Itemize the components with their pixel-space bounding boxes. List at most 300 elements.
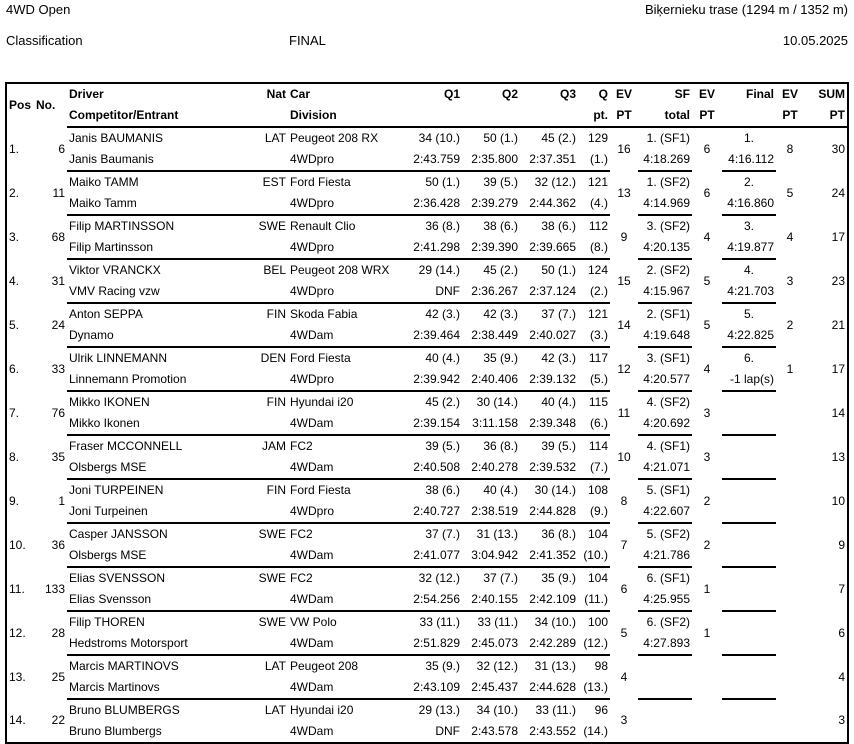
q1-time-cell: 2:39.942: [406, 369, 462, 391]
q2-time-cell: 3:04.942: [462, 545, 520, 567]
sum-pt-cell: 13: [831, 449, 845, 464]
final-ev-pt-cell: [776, 611, 804, 655]
sf-position-cell: [638, 655, 692, 677]
nat-cell: LAT: [264, 703, 286, 717]
sf-time-cell: 4:25.955: [638, 589, 692, 611]
q3-points-cell: 36 (8.): [541, 527, 576, 541]
q2-time-cell: 2:39.390: [462, 237, 520, 259]
number-cell: 35: [51, 449, 65, 464]
q-points-cell: 108: [587, 483, 608, 497]
division-cell: 4WDam: [288, 589, 406, 611]
sf-ev-pt-cell: 4: [703, 361, 711, 376]
table-row-sub: [6, 721, 848, 743]
final-ev-pt-cell: 2: [786, 317, 794, 332]
sf-ev-pt-cell: 6: [703, 142, 711, 156]
final-time-cell: [722, 677, 776, 699]
final-time-cell: -1 lap(s): [722, 369, 776, 391]
entrant-cell: Janis Baumanis: [67, 149, 252, 171]
table-row: [6, 127, 848, 149]
sf-position-cell: 6. (SF2): [646, 615, 690, 629]
q3-points-cell: 42 (3.): [541, 351, 576, 365]
division-cell: 4WDam: [288, 545, 406, 567]
final-time-cell: [722, 721, 776, 743]
col-car: Car: [290, 87, 311, 101]
q1-points-cell: 32 (12.): [418, 571, 460, 585]
table-row: [6, 347, 848, 369]
table-row-sub: [6, 193, 848, 215]
q-rank-cell: (7.): [578, 457, 610, 479]
sf-position-cell: 2. (SF1): [646, 307, 690, 321]
q1-time-cell: 2:41.298: [406, 237, 462, 259]
q1-points-cell: 29 (13.): [418, 703, 460, 717]
sum-pt-cell: 24: [831, 185, 845, 200]
q2-points-cell: 39 (5.): [483, 175, 518, 189]
q3-time-cell: 2:37.124: [520, 281, 578, 303]
sf-position-cell: 3. (SF2): [646, 219, 690, 233]
col-pos: Pos: [9, 98, 32, 112]
sf-position-cell: 1. (SF2): [646, 175, 690, 189]
col-final: Final: [745, 87, 774, 101]
pos-cell: 12.: [9, 625, 26, 640]
q2-time-cell: 2:45.073: [462, 633, 520, 655]
nat-cell: FIN: [266, 395, 286, 409]
table-row: [6, 435, 848, 457]
final-ev-pt-cell: 8: [786, 142, 794, 156]
sf-time-cell: 4:20.577: [638, 369, 692, 391]
q2-points-cell: 35 (9.): [483, 351, 518, 365]
pos-cell: 10.: [9, 537, 26, 552]
table-row-sub: [6, 149, 848, 171]
q3-time-cell: 2:44.628: [520, 677, 578, 699]
q2-points-cell: 36 (8.): [483, 439, 518, 453]
driver-cell: Casper JANSSON: [69, 527, 168, 541]
q-points-cell: 121: [587, 175, 608, 189]
ev-pt-cell: 6: [620, 581, 628, 596]
nat-cell: LAT: [264, 659, 286, 673]
pos-cell: 5.: [9, 317, 20, 332]
pos-cell: 13.: [9, 669, 26, 684]
q1-time-cell: 2:43.759: [406, 149, 462, 171]
car-cell: Renault Clio: [290, 219, 356, 233]
q-rank-cell: (5.): [578, 369, 610, 391]
ev-pt-cell: 9: [620, 229, 628, 244]
table-row: [6, 611, 848, 633]
table-row-sub: [6, 369, 848, 391]
sf-ev-pt-cell: 5: [703, 273, 711, 288]
col-no: No.: [36, 98, 56, 112]
sf-position-cell: 3. (SF1): [646, 351, 690, 365]
classification-body: [6, 127, 848, 743]
q1-points-cell: 50 (1.): [425, 175, 460, 189]
table-row: [6, 303, 848, 325]
nat-empty-cell: [252, 413, 288, 435]
entrant-cell: Maiko Tamm: [67, 193, 252, 215]
division-cell: 4WDpro: [288, 149, 406, 171]
final-ev-pt-cell: [776, 655, 804, 699]
q1-points-cell: 35 (9.): [425, 659, 460, 673]
pos-cell: 1.: [9, 141, 20, 156]
table-row-sub: [6, 413, 848, 435]
entrant-cell: Elias Svensson: [67, 589, 252, 611]
final-time-cell: 4:22.825: [722, 325, 776, 347]
final-position-cell: 2.: [743, 175, 754, 189]
q-points-cell: 129: [587, 131, 608, 145]
q-rank-cell: (2.): [578, 281, 610, 303]
final-time-cell: [722, 501, 776, 523]
car-cell: Ford Fiesta: [290, 483, 351, 497]
division-cell: 4WDpro: [288, 237, 406, 259]
sf-time-cell: [638, 721, 692, 743]
division-cell: 4WDam: [288, 325, 406, 347]
nat-empty-cell: [252, 545, 288, 567]
q1-time-cell: 2:43.109: [406, 677, 462, 699]
final-position-cell: [722, 699, 776, 721]
q1-time-cell: 2:54.256: [406, 589, 462, 611]
q2-points-cell: 40 (4.): [483, 483, 518, 497]
table-row-sub: [6, 457, 848, 479]
car-cell: VW Polo: [290, 615, 337, 629]
status-label: FINAL: [289, 33, 326, 48]
nat-cell: LAT: [264, 131, 286, 145]
sf-position-cell: 4. (SF2): [646, 395, 690, 409]
sf-position-cell: 1. (SF1): [646, 131, 690, 145]
driver-cell: Anton SEPPA: [69, 307, 143, 321]
number-cell: 133: [44, 581, 65, 596]
q1-time-cell: DNF: [406, 281, 462, 303]
final-ev-pt-cell: [776, 523, 804, 567]
final-position-cell: 5.: [743, 307, 754, 321]
final-position-cell: 4.: [743, 263, 754, 277]
sf-position-cell: 5. (SF2): [646, 527, 690, 541]
col-ev1: EV: [615, 87, 632, 101]
number-cell: 33: [51, 361, 65, 376]
final-time-cell: 4:19.877: [722, 237, 776, 259]
q3-time-cell: 2:39.348: [520, 413, 578, 435]
sum-pt-cell: 3: [838, 713, 845, 727]
q-points-cell: 117: [588, 351, 608, 365]
division-cell: 4WDpro: [288, 369, 406, 391]
final-time-cell: 4:16.860: [722, 193, 776, 215]
table-row-sub: [6, 237, 848, 259]
final-position-cell: [722, 391, 776, 413]
driver-cell: Janis BAUMANIS: [69, 131, 164, 145]
q2-time-cell: 2:36.267: [462, 281, 520, 303]
table-row: [6, 523, 848, 545]
nat-empty-cell: [252, 325, 288, 347]
event-title: 4WD Open: [6, 2, 71, 17]
final-position-cell: [722, 611, 776, 633]
table-header-row: [6, 83, 848, 105]
ev-pt-cell: 16: [617, 142, 631, 156]
driver-cell: Joni TURPEINEN: [69, 483, 164, 497]
pos-cell: 2.: [9, 185, 20, 200]
q1-points-cell: 29 (14.): [418, 263, 460, 277]
table-row-sub: [6, 501, 848, 523]
car-cell: Ford Fiesta: [290, 175, 351, 189]
final-ev-pt-cell: [776, 391, 804, 435]
q1-time-cell: 2:39.154: [406, 413, 462, 435]
col-qpt: pt.: [578, 105, 610, 127]
sum-pt-cell: 30: [831, 142, 845, 156]
table-row-sub: [6, 325, 848, 347]
q-rank-cell: (4.): [578, 193, 610, 215]
sf-ev-pt-cell: 1: [703, 625, 711, 640]
sf-position-cell: [638, 699, 692, 721]
col-ev3: EV: [781, 87, 798, 101]
q-rank-cell: (10.): [578, 545, 610, 567]
ev-pt-cell: 4: [620, 669, 628, 684]
track-name: Biķernieku trase (1294 m / 1352 m): [644, 2, 848, 17]
q-points-cell: 104: [587, 527, 608, 541]
q2-time-cell: 2:45.437: [462, 677, 520, 699]
final-time-cell: [722, 633, 776, 655]
sum-pt-cell: 21: [831, 317, 845, 332]
number-cell: 24: [51, 317, 65, 332]
q-rank-cell: (12.): [578, 633, 610, 655]
q-points-cell: 112: [588, 219, 608, 233]
final-position-cell: [722, 523, 776, 545]
ev-pt-cell: 11: [617, 405, 631, 420]
nat-empty-cell: [252, 677, 288, 699]
division-cell: 4WDpro: [288, 193, 406, 215]
final-ev-pt-cell: [776, 699, 804, 743]
sf-time-cell: 4:20.135: [638, 237, 692, 259]
sum-pt-cell: 10: [831, 493, 845, 508]
number-cell: 6: [58, 141, 65, 156]
q3-points-cell: 34 (10.): [534, 615, 576, 629]
sf-ev-pt-cell: 3: [703, 449, 711, 464]
sf-time-cell: 4:20.692: [638, 413, 692, 435]
sf-position-cell: 4. (SF1): [646, 439, 690, 453]
final-ev-pt-cell: 4: [786, 229, 794, 244]
q2-points-cell: 33 (11.): [477, 615, 518, 629]
final-position-cell: 3.: [743, 219, 754, 233]
q1-points-cell: 42 (3.): [425, 307, 460, 321]
car-cell: FC2: [290, 571, 313, 585]
col-q1: Q1: [443, 87, 460, 101]
final-ev-pt-cell: 1: [786, 361, 794, 376]
sf-ev-pt-cell: 5: [703, 317, 711, 332]
final-ev-pt-cell: [776, 567, 804, 611]
sf-ev-pt-cell: [692, 699, 722, 743]
q2-points-cell: 45 (2.): [483, 263, 518, 277]
table-row-sub: [6, 677, 848, 699]
q3-points-cell: 39 (5.): [541, 439, 576, 453]
q2-points-cell: 38 (6.): [483, 219, 518, 233]
nat-empty-cell: [252, 457, 288, 479]
division-cell: 4WDam: [288, 413, 406, 435]
final-time-cell: [722, 413, 776, 435]
division-cell: 4WDpro: [288, 501, 406, 523]
nat-empty-cell: [252, 237, 288, 259]
q-points-cell: 104: [587, 571, 608, 585]
final-position-cell: [722, 567, 776, 589]
driver-cell: Mikko IKONEN: [69, 395, 150, 409]
q3-points-cell: 35 (9.): [541, 571, 576, 585]
q3-time-cell: 2:40.027: [520, 325, 578, 347]
table-row: [6, 479, 848, 501]
q2-time-cell: 2:40.406: [462, 369, 520, 391]
q-rank-cell: (6.): [578, 413, 610, 435]
q-points-cell: 114: [588, 439, 608, 453]
entrant-cell: Filip Martinsson: [67, 237, 252, 259]
number-cell: 28: [51, 625, 65, 640]
sf-ev-pt-cell: 2: [703, 537, 711, 552]
q2-time-cell: 3:11.158: [462, 413, 520, 435]
number-cell: 68: [51, 229, 65, 244]
q1-time-cell: DNF: [435, 724, 460, 738]
ev-pt-cell: 3: [620, 713, 628, 727]
ev-pt-cell: 5: [620, 625, 628, 640]
car-cell: Hyundai i20: [290, 703, 354, 717]
q3-time-cell: 2:41.352: [520, 545, 578, 567]
car-cell: Ford Fiesta: [290, 351, 351, 365]
sf-ev-pt-cell: 2: [703, 493, 711, 508]
col-division: Division: [288, 105, 406, 127]
sf-time-cell: 4:21.786: [638, 545, 692, 567]
q2-time-cell: 2:43.578: [471, 724, 518, 738]
col-entrant: Competitor/Entrant: [67, 105, 252, 127]
entrant-cell: Mikko Ikonen: [67, 413, 252, 435]
col-ev2: EV: [698, 87, 715, 101]
final-ev-pt-cell: 3: [786, 273, 794, 288]
number-cell: 31: [51, 273, 65, 288]
final-time-cell: 4:16.112: [722, 149, 776, 171]
q3-time-cell: 2:42.109: [520, 589, 578, 611]
car-cell: Peugeot 208: [290, 659, 359, 673]
sum-pt-cell: 17: [831, 361, 845, 376]
q2-points-cell: 50 (1.): [483, 131, 518, 145]
pos-cell: 9.: [9, 493, 20, 508]
nat-cell: EST: [262, 175, 286, 189]
sf-position-cell: 5. (SF1): [646, 483, 690, 497]
sum-pt-cell: 17: [831, 229, 845, 244]
final-time-cell: [722, 589, 776, 611]
sum-pt-cell: 4: [838, 669, 845, 684]
col-sftotal: total: [638, 105, 692, 127]
final-time-cell: [722, 457, 776, 479]
q2-points-cell: 37 (7.): [483, 571, 518, 585]
sf-ev-pt-cell: 3: [703, 405, 711, 420]
pos-cell: 4.: [9, 273, 20, 288]
entrant-cell: Hedstroms Motorsport: [67, 633, 252, 655]
pos-cell: 7.: [9, 405, 20, 420]
q-points-cell: 98: [594, 659, 608, 673]
ev-pt-cell: 13: [617, 185, 631, 200]
sum-pt-cell: 6: [838, 625, 845, 640]
final-position-cell: 1.: [743, 131, 754, 145]
q-rank-cell: (13.): [578, 677, 610, 699]
classification-table: [5, 82, 849, 744]
final-ev-pt-cell: 5: [786, 185, 794, 200]
entrant-cell: Linnemann Promotion: [67, 369, 252, 391]
q3-points-cell: 32 (12.): [534, 175, 576, 189]
nat-empty-cell: [252, 721, 288, 743]
table-row: [6, 171, 848, 193]
nat-cell: FIN: [266, 307, 286, 321]
entrant-cell: Joni Turpeinen: [67, 501, 252, 523]
number-cell: 76: [51, 405, 65, 420]
nat-cell: BEL: [263, 263, 286, 277]
final-position-cell: [722, 479, 776, 501]
table-row-sub: [6, 589, 848, 611]
number-cell: 11: [52, 185, 65, 200]
division-cell: 4WDam: [290, 724, 334, 738]
final-time-cell: 4:21.703: [722, 281, 776, 303]
number-cell: 22: [51, 713, 65, 727]
event-date: 10.05.2025: [782, 33, 848, 48]
car-cell: Hyundai i20: [290, 395, 354, 409]
sum-pt-cell: 7: [838, 581, 845, 596]
col-pt1: PT: [610, 105, 638, 127]
nat-cell: FIN: [266, 483, 286, 497]
sf-position-cell: 2. (SF2): [646, 263, 690, 277]
table-row-sub: [6, 281, 848, 303]
driver-cell: Filip MARTINSSON: [69, 219, 175, 233]
q3-time-cell: 2:42.289: [520, 633, 578, 655]
final-ev-pt-cell: [776, 479, 804, 523]
pos-cell: 11.: [9, 581, 25, 596]
q1-points-cell: 38 (6.): [425, 483, 460, 497]
q1-time-cell: 2:39.464: [406, 325, 462, 347]
table-row: [6, 259, 848, 281]
q-rank-cell: (11.): [578, 589, 610, 611]
sf-ev-pt-cell: 1: [703, 581, 711, 596]
q2-points-cell: 31 (13.): [476, 527, 518, 541]
table-header-row-2: [6, 105, 848, 127]
sf-time-cell: 4:19.648: [638, 325, 692, 347]
table-row: [6, 391, 848, 413]
ev-pt-cell: 10: [617, 449, 631, 464]
col-driver: Driver: [69, 87, 104, 101]
ev-pt-cell: 8: [620, 493, 628, 508]
q1-time-cell: 2:40.508: [406, 457, 462, 479]
final-ev-pt-cell: [776, 435, 804, 479]
col-q2: Q2: [501, 87, 518, 101]
q3-time-cell: 2:39.532: [520, 457, 578, 479]
ev-pt-cell: 14: [617, 317, 631, 332]
q2-points-cell: 42 (3.): [483, 307, 518, 321]
q1-points-cell: 33 (11.): [419, 615, 460, 629]
sf-position-cell: 6. (SF1): [646, 571, 690, 585]
q1-time-cell: 2:36.428: [406, 193, 462, 215]
table-row: [6, 215, 848, 237]
division-cell: 4WDam: [288, 457, 406, 479]
q3-points-cell: 50 (1.): [541, 263, 576, 277]
q-points-cell: 115: [588, 395, 608, 409]
q1-points-cell: 45 (2.): [425, 395, 460, 409]
q3-points-cell: 45 (2.): [541, 131, 576, 145]
col-pt3: PT: [776, 105, 804, 127]
page-subtitle: Classification: [6, 33, 83, 48]
nat-cell: DEN: [260, 351, 286, 365]
sf-time-cell: [638, 677, 692, 699]
q2-time-cell: 2:35.800: [462, 149, 520, 171]
sf-time-cell: 4:14.969: [638, 193, 692, 215]
driver-cell: Marcis MARTINOVS: [69, 659, 179, 673]
final-time-cell: [722, 545, 776, 567]
q-rank-cell: (8.): [578, 237, 610, 259]
table-row-sub: [6, 633, 848, 655]
q1-points-cell: 34 (10.): [418, 131, 460, 145]
entrant-cell: Olsbergs MSE: [67, 457, 252, 479]
q1-time-cell: 2:51.829: [406, 633, 462, 655]
q2-points-cell: 32 (12.): [476, 659, 518, 673]
driver-cell: Filip THOREN: [69, 615, 145, 629]
q2-time-cell: 2:40.278: [462, 457, 520, 479]
number-cell: 25: [51, 669, 65, 684]
table-row: [6, 655, 848, 677]
